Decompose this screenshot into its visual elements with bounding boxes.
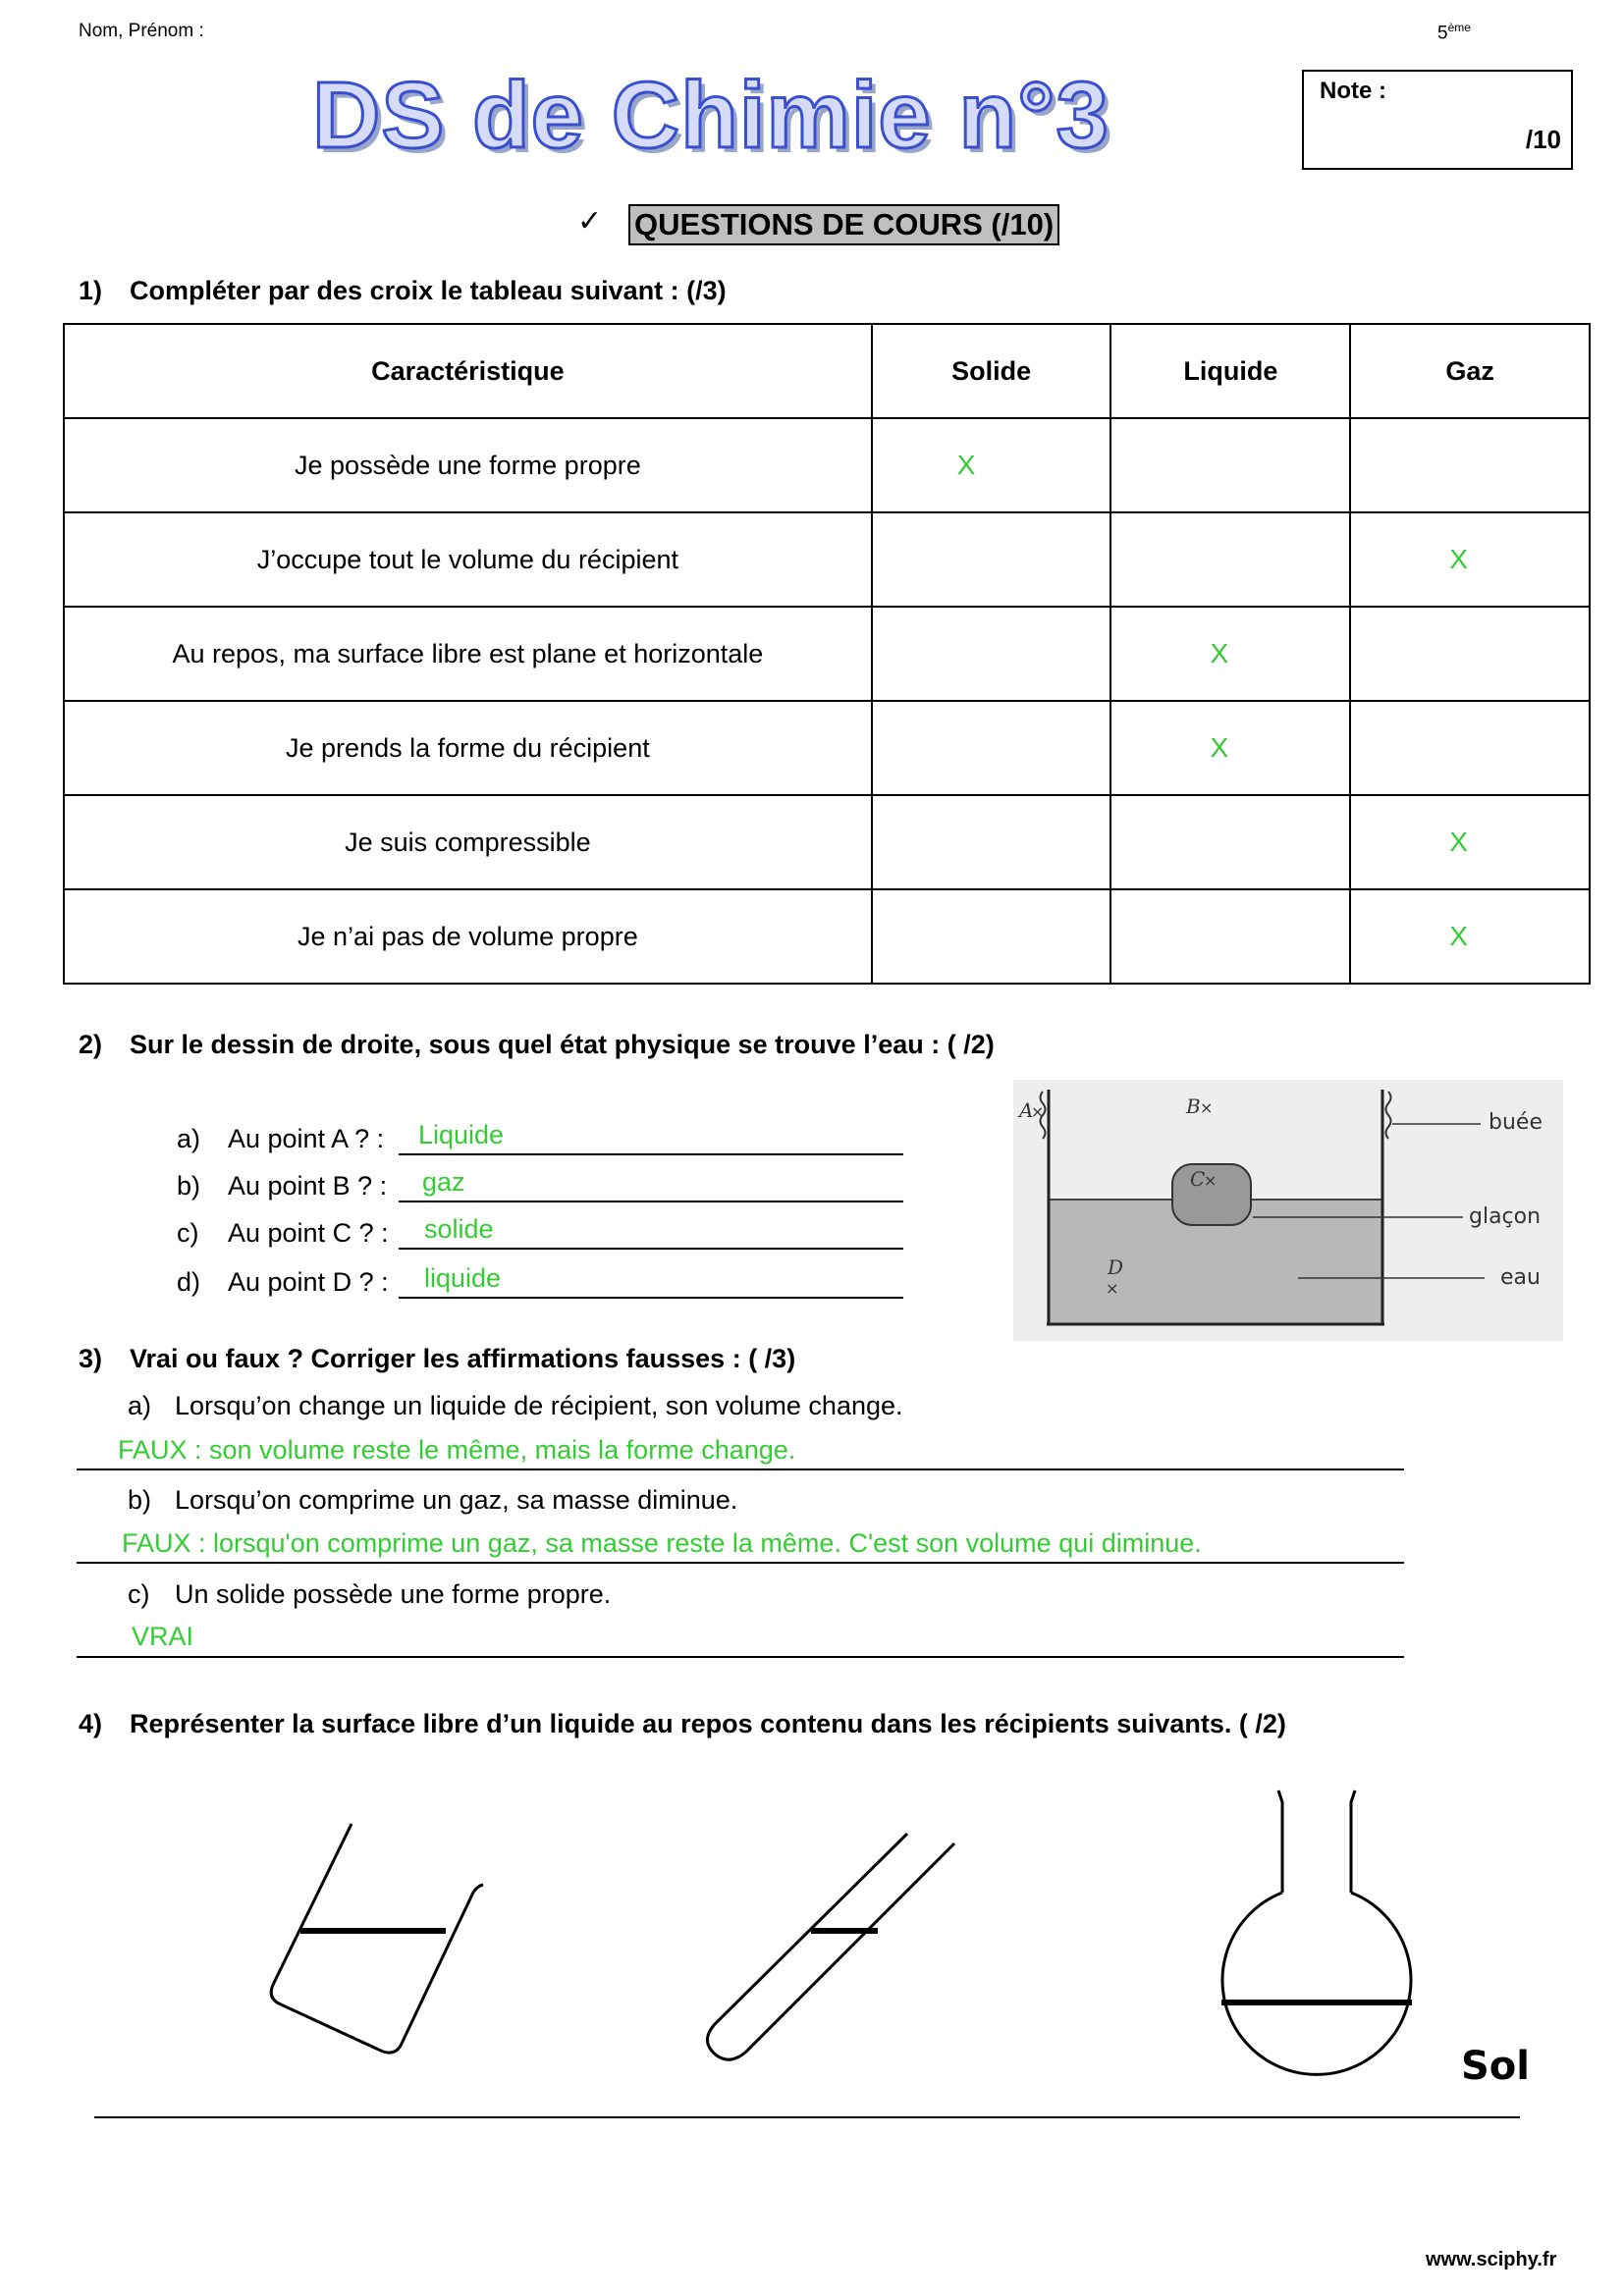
answer-c: solide: [424, 1214, 494, 1244]
col-header: Liquide: [1110, 324, 1350, 418]
test-tube-icon: [707, 1834, 954, 2059]
bottom-rule: [94, 2116, 1520, 2118]
cell-solide: [872, 795, 1111, 889]
answer-field-b[interactable]: [399, 1167, 903, 1202]
cell-solide: [872, 512, 1111, 607]
water-figure: [1013, 1080, 1563, 1341]
q3-letter: a): [128, 1391, 152, 1420]
figure-label-glacon: glaçon: [1469, 1204, 1542, 1229]
cell-gaz: [1350, 607, 1590, 701]
page-title: DS de Chimie n°3: [312, 63, 1110, 168]
answer-field-a[interactable]: [399, 1120, 903, 1155]
row-label: Je n’ai pas de volume propre: [64, 889, 872, 984]
q3-item: [128, 1485, 737, 1516]
cell-liquide: [1110, 889, 1350, 984]
svg-text:×: ×: [1200, 1098, 1214, 1117]
beaker-icon: [271, 1824, 483, 2053]
footer-site: www.sciphy.fr: [1426, 2249, 1557, 2270]
cell-gaz: X: [1350, 889, 1590, 984]
q3-number: 3): [79, 1344, 103, 1373]
svg-text:×: ×: [1031, 1102, 1045, 1121]
q2-letter: c): [177, 1218, 199, 1248]
cell-liquide: X: [1110, 701, 1350, 795]
table-row: [64, 607, 1590, 701]
q2-label: Au point D ? :: [228, 1267, 389, 1297]
cell-liquide: X: [1110, 607, 1350, 701]
containers-drawing: [0, 1767, 1624, 2120]
note-total: /10: [1525, 125, 1561, 154]
grade-number: 5: [1437, 23, 1448, 44]
q1-number: 1): [79, 276, 103, 305]
row-label: Je possède une forme propre: [64, 418, 872, 512]
answer-a: Liquide: [418, 1120, 505, 1149]
row-label: Je prends la forme du récipient: [64, 701, 872, 795]
q2-item: [177, 1218, 389, 1249]
q2-number: 2): [79, 1030, 103, 1059]
cell-liquide: [1110, 795, 1350, 889]
figure-point-c: C: [1190, 1167, 1206, 1191]
q2-letter: b): [177, 1171, 201, 1201]
q3-item: [128, 1579, 611, 1610]
q3-letter: c): [128, 1579, 150, 1609]
q3-statement: Un solide possède une forme propre.: [175, 1579, 612, 1609]
q2-label: Au point B ? :: [228, 1171, 388, 1201]
figure-label-buee: buée: [1489, 1110, 1543, 1135]
q4-number: 4): [79, 1709, 103, 1738]
q1-text: Compléter par des croix le tableau suivant : (/3): [130, 276, 727, 305]
q3-item: [128, 1391, 903, 1421]
cell-solide: X: [872, 418, 1111, 512]
cell-liquide: [1110, 418, 1350, 512]
cell-liquide: [1110, 512, 1350, 607]
name-label: Nom, Prénom :: [79, 21, 204, 41]
svg-text:×: ×: [1106, 1279, 1119, 1298]
figure-point-b: B: [1186, 1095, 1201, 1118]
q2-label: Au point A ? :: [228, 1124, 385, 1153]
row-label: J’occupe tout le volume du récipient: [64, 512, 872, 607]
q3-statement: Lorsqu’on comprime un gaz, sa masse diminue.: [175, 1485, 738, 1515]
figure-point-d: D: [1108, 1255, 1124, 1279]
row-label: Au repos, ma surface libre est plane et horizontale: [64, 607, 872, 701]
answer-line: [77, 1562, 1404, 1564]
states-table: [63, 323, 1591, 985]
cell-gaz: X: [1350, 512, 1590, 607]
table-row: [64, 889, 1590, 984]
table-row: [64, 795, 1590, 889]
q2-letter: d): [177, 1267, 201, 1297]
answer-b: gaz: [422, 1167, 465, 1197]
q2-label: Au point C ? :: [228, 1218, 389, 1248]
table-row: [64, 418, 1590, 512]
answer-line: [77, 1468, 1404, 1470]
table-header-row: [64, 324, 1590, 418]
col-header: Solide: [872, 324, 1111, 418]
cell-solide: [872, 607, 1111, 701]
svg-text:×: ×: [1204, 1171, 1218, 1190]
table-row: [64, 701, 1590, 795]
q1-heading: [79, 276, 727, 306]
cell-gaz: X: [1350, 795, 1590, 889]
q3-letter: b): [128, 1485, 152, 1515]
q2-text: Sur le dessin de droite, sous quel état physique se trouve l’eau : ( /2): [130, 1030, 995, 1059]
q2-item: [177, 1124, 384, 1154]
checkmark-icon: ✓: [577, 205, 603, 238]
q4-heading: [79, 1709, 1286, 1739]
section-title: QUESTIONS DE COURS (/10): [628, 204, 1059, 245]
row-label: Je suis compressible: [64, 795, 872, 889]
cell-solide: [872, 701, 1111, 795]
cell-gaz: [1350, 701, 1590, 795]
col-header: Caractéristique: [64, 324, 872, 418]
note-box: [1302, 70, 1573, 170]
cell-gaz: [1350, 418, 1590, 512]
col-header: Gaz: [1350, 324, 1590, 418]
q3-answer-b: FAUX : lorsqu'on comprime un gaz, sa masse reste la même. C'est son volume qui diminue.: [122, 1528, 1202, 1558]
q3-heading: [79, 1344, 795, 1374]
q4-text: Représenter la surface libre d’un liquide au repos contenu dans les récipients suivants. ( /2): [130, 1709, 1286, 1738]
grade-sup: ème: [1447, 21, 1471, 34]
answer-line: [77, 1656, 1404, 1658]
figure-point-a: A: [1019, 1098, 1034, 1122]
sol-label: Sol: [1461, 2044, 1530, 2089]
q2-item: [177, 1267, 389, 1298]
table-row: [64, 512, 1590, 607]
q3-answer-c: VRAI: [132, 1622, 194, 1651]
q2-heading: [79, 1030, 995, 1060]
q3-answer-a: FAUX : son volume reste le même, mais la forme change.: [118, 1435, 796, 1465]
answer-field-d[interactable]: [399, 1263, 903, 1299]
cell-solide: [872, 889, 1111, 984]
grade-label: [1437, 21, 1471, 44]
q2-letter: a): [177, 1124, 201, 1153]
note-label: Note :: [1320, 78, 1386, 104]
q3-statement: Lorsqu’on change un liquide de récipient, son volume change.: [175, 1391, 903, 1420]
q2-item: [177, 1171, 387, 1201]
answer-field-c[interactable]: [399, 1214, 903, 1250]
answer-d: liquide: [424, 1263, 502, 1293]
round-flask-icon: [1221, 1790, 1412, 2074]
water-diagram: [1013, 1080, 1563, 1341]
q3-text: Vrai ou faux ? Corriger les affirmations fausses : ( /3): [130, 1344, 796, 1373]
figure-label-eau: eau: [1500, 1265, 1541, 1290]
